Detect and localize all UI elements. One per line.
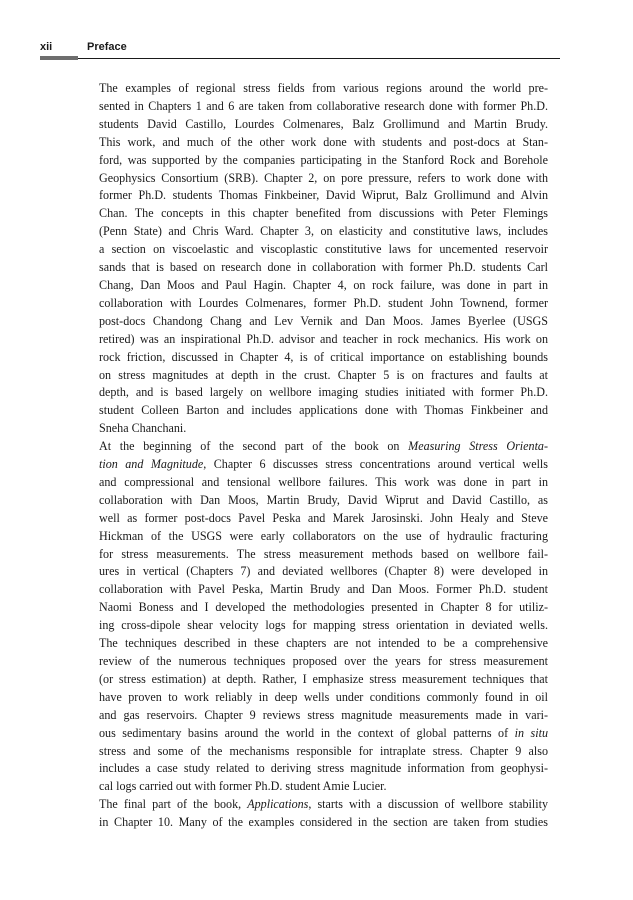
text-line: cal logs carried out with former Ph.D. student Amie Lucier. (99, 779, 387, 794)
text-line: Chang, Dan Moos and Paul Hagin. Chapter 4, on rock failure, was done in part in (99, 277, 548, 292)
text-line: former Ph.D. students Thomas Finkbeiner, David Wiprut, Balz Grollimund and Alvin (99, 188, 548, 203)
page-header (40, 41, 560, 63)
text-line: (or stress estimation) at depth. Rather, I emphasize stress measurement techniques that (99, 671, 548, 686)
text-line: Geophysics Consortium (SRB). Chapter 2, on pore pressure, refers to work done with (99, 170, 548, 185)
paragraph (85, 438, 548, 796)
text-line: for stress measurements. The stress measurement methods based on wellbore fail- (99, 546, 548, 561)
text-line: a section on viscoelastic and viscoplastic constitutive laws for uncemented reservoir (99, 242, 548, 257)
text-line: This work, and much of the other work done with students and post-docs at Stan- (99, 134, 548, 149)
text-line: retired) was an inspirational Ph.D. advisor and teacher in rock mechanics. His work on (99, 331, 548, 346)
text-line: sands that is based on research done in collaboration with former Ph.D. students Carl (99, 260, 548, 275)
text-line: depth, and is based largely on wellbore imaging studies initiated with former Ph.D. (99, 385, 548, 400)
text-line: well as former post-docs Pavel Peska and Marek Jarosinski. John Healy and Steve (99, 510, 548, 525)
text-line: collaboration with Pavel Peska, Martin Brudy and Dan Moos. Former Ph.D. student (99, 582, 548, 597)
text-line: ures in vertical (Chapters 7) and deviated wellbores (Chapter 8) were developed in (99, 564, 548, 579)
text-line: (Penn State) and Chris Ward. Chapter 3, on elasticity and constitutive laws, includes (99, 224, 548, 239)
text-line: have proven to work reliably in deep wells under conditions commonly found in oil (99, 689, 548, 704)
text-line: The final part of the book, Applications, starts with a discussion of wellbore stability (99, 797, 549, 812)
text-line: includes a case study related to deriving stress magnitude information from geophysi- (99, 761, 548, 776)
text-line: in Chapter 10. Many of the examples considered in the section are taken from studies (99, 815, 548, 830)
text-line: tion and Magnitude, Chapter 6 discusses stress concentrations around vertical wells (99, 457, 548, 472)
paragraph (85, 80, 548, 438)
text-line: rock friction, discussed in Chapter 4, is of critical importance on establishing bounds (99, 349, 548, 364)
text-line: review of the numerous techniques proposed over the years for stress measurement (99, 654, 548, 668)
text-line: sented in Chapters 1 and 6 are taken from collaborative research done with former Ph.D. (99, 98, 548, 113)
text-line: student Colleen Barton and includes applications done with Thomas Finkbeiner and (99, 403, 548, 418)
body-text (85, 80, 548, 832)
text-line: ford, was supported by the companies participating in the Stanford Rock and Borehole (99, 152, 548, 167)
text-line: collaboration with Lourdes Colmenares, former Ph.D. student John Townend, former (99, 295, 548, 310)
text-line: stress and some of the mechanisms responsible for intraplate stress. Chapter 9 also (99, 743, 548, 758)
text-line: At the beginning of the second part of the book on Measuring Stress Orienta- (99, 439, 549, 454)
text-line: on stress magnitudes at depth in the crust. Chapter 5 is on fractures and faults at (99, 367, 548, 382)
text-line: students David Castillo, Lourdes Colmenares, Balz Grollimund and Martin Brudy. (99, 116, 548, 131)
text-line: Sneha Chanchani. (99, 421, 187, 436)
text-line: post-docs Chandong Chang and Lev Vernik and Dan Moos. James Byerlee (USGS (99, 313, 548, 328)
text-line: Hickman of the USGS were early collaborators on the use of hydraulic fracturing (99, 528, 548, 543)
text-line: Naomi Boness and I developed the methodologies presented in Chapter 8 for utiliz- (99, 600, 548, 615)
running-head: Preface (87, 41, 127, 53)
text-line: and compressional and tensional wellbore failures. This work was done in part in (99, 474, 548, 489)
header-rule-thin (78, 58, 560, 59)
paragraph (85, 796, 548, 832)
text-line: Chan. The concepts in this chapter benefited from discussions with Peter Flemings (99, 206, 548, 221)
text-line: ing cross-dipole shear velocity logs for mapping stress orientation in deviated wells. (99, 618, 548, 633)
text-line: collaboration with Dan Moos, Martin Brudy, David Wiprut and David Castillo, as (99, 492, 548, 507)
text-line: The examples of regional stress fields from various regions around the world pre- (99, 81, 548, 95)
text-line: The techniques described in these chapters are not intended to be a comprehensive (99, 636, 548, 651)
text-line: ous sedimentary basins around the world in the context of global patterns of in situ (99, 725, 548, 740)
page-number: xii (40, 41, 53, 53)
header-rule-thick (40, 56, 78, 60)
text-line: and gas reservoirs. Chapter 9 reviews stress magnitude measurements made in vari- (99, 707, 548, 722)
